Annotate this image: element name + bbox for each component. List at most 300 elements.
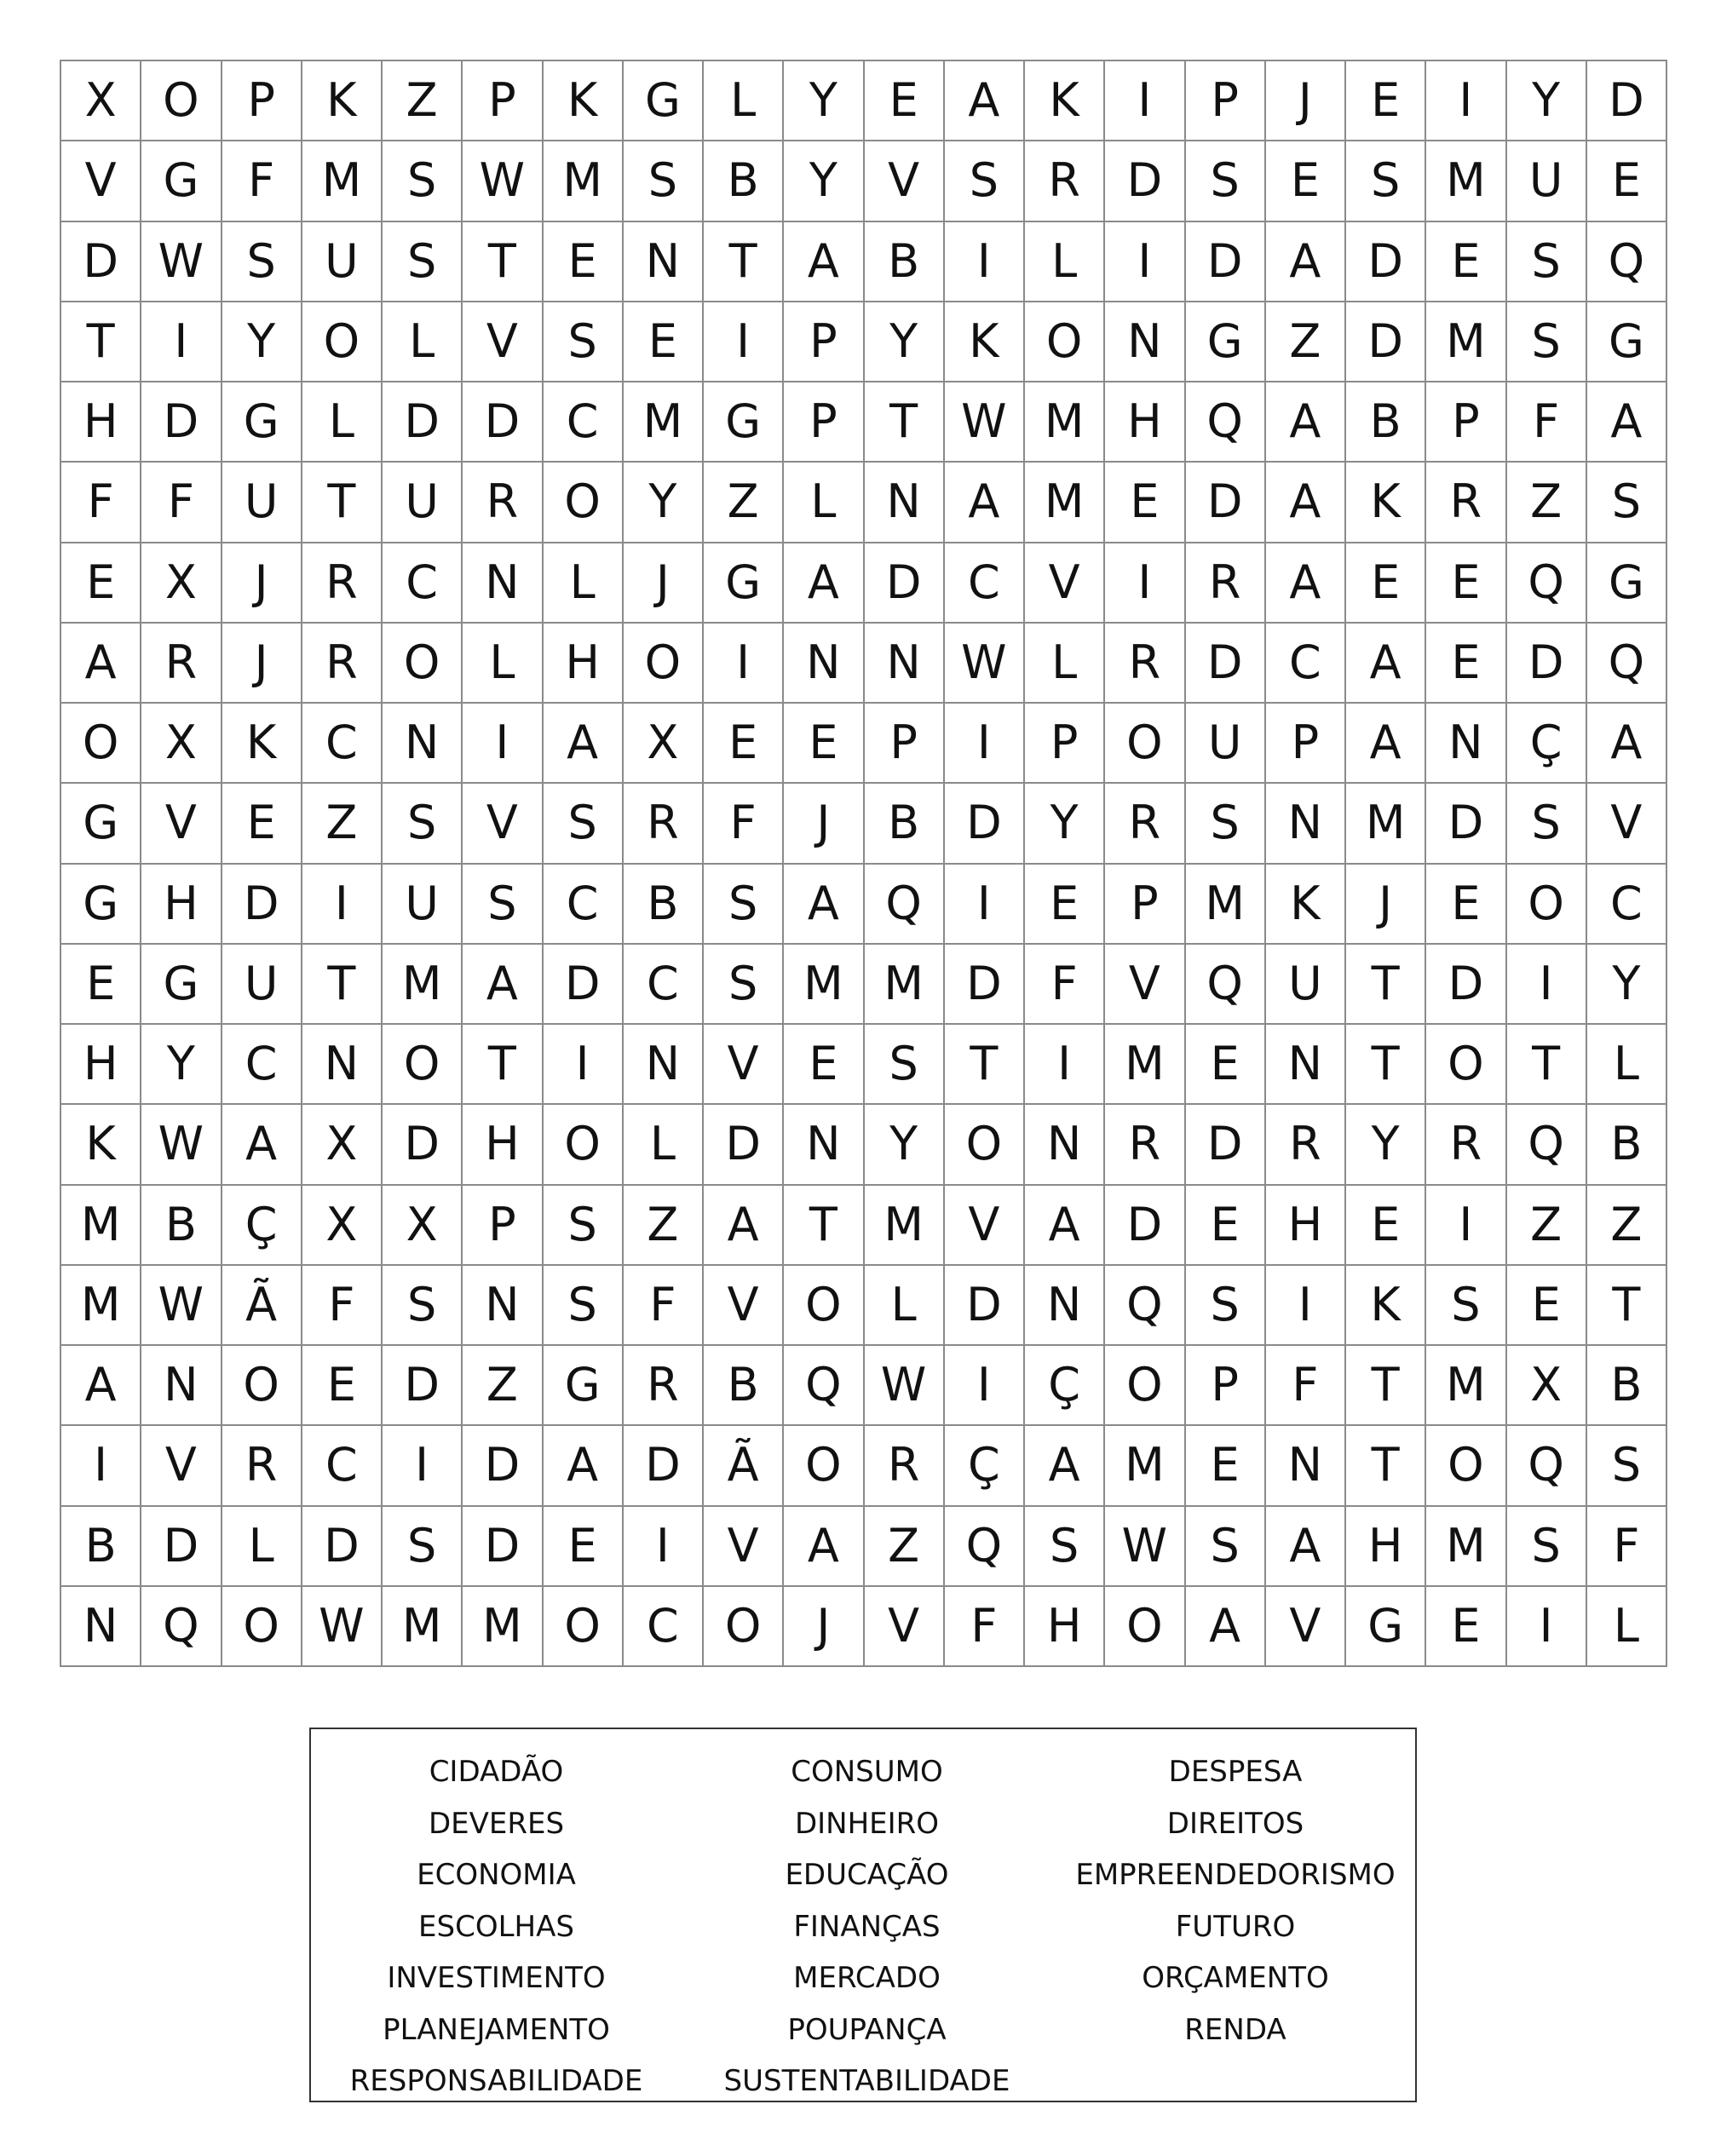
grid-cell[interactable]: O	[784, 1426, 864, 1506]
grid-cell[interactable]: E	[544, 1507, 624, 1587]
grid-cell[interactable]: D	[1507, 624, 1587, 704]
grid-cell[interactable]: M	[1346, 784, 1426, 864]
grid-cell[interactable]: E	[1186, 1025, 1266, 1105]
grid-cell[interactable]: E	[1266, 141, 1346, 221]
grid-cell[interactable]: V	[1266, 1587, 1346, 1667]
grid-cell[interactable]: S	[222, 222, 302, 302]
grid-cell[interactable]: Q	[141, 1587, 222, 1667]
grid-cell[interactable]: B	[865, 222, 945, 302]
grid-cell[interactable]: D	[141, 1507, 222, 1587]
grid-cell[interactable]: R	[222, 1426, 302, 1506]
grid-cell[interactable]: N	[1025, 1266, 1105, 1346]
grid-cell[interactable]: D	[222, 865, 302, 945]
grid-cell[interactable]: O	[383, 624, 463, 704]
grid-cell[interactable]: T	[945, 1025, 1025, 1105]
grid-cell[interactable]: T	[463, 1025, 543, 1105]
grid-cell[interactable]: F	[1507, 382, 1587, 463]
grid-cell[interactable]: E	[624, 302, 704, 382]
grid-cell[interactable]: D	[1105, 1186, 1185, 1266]
grid-cell[interactable]: E	[302, 1346, 383, 1426]
grid-cell[interactable]: T	[1346, 945, 1426, 1025]
grid-cell[interactable]: F	[302, 1266, 383, 1346]
grid-cell[interactable]: V	[945, 1186, 1025, 1266]
grid-cell[interactable]: R	[1025, 141, 1105, 221]
grid-cell[interactable]: H	[1025, 1587, 1105, 1667]
grid-cell[interactable]: C	[1587, 865, 1667, 945]
grid-cell[interactable]: W	[945, 382, 1025, 463]
grid-cell[interactable]: R	[1105, 624, 1185, 704]
grid-cell[interactable]: E	[1105, 463, 1185, 543]
grid-cell[interactable]: J	[784, 784, 864, 864]
grid-cell[interactable]: M	[302, 141, 383, 221]
grid-cell[interactable]: A	[1346, 704, 1426, 784]
grid-cell[interactable]: A	[222, 1105, 302, 1185]
grid-cell[interactable]: V	[463, 784, 543, 864]
grid-cell[interactable]: K	[1025, 61, 1105, 141]
grid-cell[interactable]: O	[1025, 302, 1105, 382]
grid-cell[interactable]: G	[1346, 1587, 1426, 1667]
grid-cell[interactable]: U	[302, 222, 383, 302]
grid-cell[interactable]: K	[1346, 1266, 1426, 1346]
grid-cell[interactable]: W	[865, 1346, 945, 1426]
grid-cell[interactable]: E	[1426, 222, 1506, 302]
grid-cell[interactable]: L	[544, 543, 624, 624]
grid-cell[interactable]: M	[61, 1266, 141, 1346]
grid-cell[interactable]: X	[624, 704, 704, 784]
grid-cell[interactable]: V	[141, 1426, 222, 1506]
grid-cell[interactable]: Q	[1105, 1266, 1185, 1346]
grid-cell[interactable]: W	[1105, 1507, 1185, 1587]
grid-cell[interactable]: U	[383, 463, 463, 543]
grid-cell[interactable]: N	[784, 624, 864, 704]
grid-cell[interactable]: O	[624, 624, 704, 704]
grid-cell[interactable]: E	[1507, 1266, 1587, 1346]
grid-cell[interactable]: C	[624, 945, 704, 1025]
grid-cell[interactable]: W	[945, 624, 1025, 704]
grid-cell[interactable]: N	[463, 543, 543, 624]
grid-cell[interactable]: B	[141, 1186, 222, 1266]
grid-cell[interactable]: N	[383, 704, 463, 784]
grid-cell[interactable]: F	[1025, 945, 1105, 1025]
grid-cell[interactable]: S	[704, 945, 784, 1025]
grid-cell[interactable]: C	[302, 1426, 383, 1506]
grid-cell[interactable]: B	[704, 1346, 784, 1426]
grid-cell[interactable]: L	[1587, 1025, 1667, 1105]
grid-cell[interactable]: I	[463, 704, 543, 784]
grid-cell[interactable]: D	[383, 382, 463, 463]
grid-cell[interactable]: O	[544, 1587, 624, 1667]
grid-cell[interactable]: C	[544, 382, 624, 463]
grid-cell[interactable]: Z	[383, 61, 463, 141]
grid-cell[interactable]: M	[544, 141, 624, 221]
grid-cell[interactable]: Q	[1186, 945, 1266, 1025]
grid-cell[interactable]: D	[61, 222, 141, 302]
grid-cell[interactable]: J	[624, 543, 704, 624]
grid-cell[interactable]: O	[945, 1105, 1025, 1185]
grid-cell[interactable]: A	[945, 61, 1025, 141]
grid-cell[interactable]: F	[1587, 1507, 1667, 1587]
grid-cell[interactable]: S	[1025, 1507, 1105, 1587]
grid-cell[interactable]: P	[1186, 61, 1266, 141]
grid-cell[interactable]: A	[1025, 1186, 1105, 1266]
grid-cell[interactable]: T	[61, 302, 141, 382]
grid-cell[interactable]: Y	[865, 1105, 945, 1185]
grid-cell[interactable]: R	[302, 543, 383, 624]
grid-cell[interactable]: O	[302, 302, 383, 382]
grid-cell[interactable]: A	[1186, 1587, 1266, 1667]
grid-cell[interactable]: I	[1105, 61, 1185, 141]
grid-cell[interactable]: B	[1346, 382, 1426, 463]
grid-cell[interactable]: P	[1426, 382, 1506, 463]
grid-cell[interactable]: M	[1186, 865, 1266, 945]
grid-cell[interactable]: S	[1186, 1266, 1266, 1346]
grid-cell[interactable]: D	[463, 1507, 543, 1587]
grid-cell[interactable]: S	[1587, 463, 1667, 543]
grid-cell[interactable]: L	[302, 382, 383, 463]
grid-cell[interactable]: I	[141, 302, 222, 382]
grid-cell[interactable]: V	[865, 141, 945, 221]
grid-cell[interactable]: V	[704, 1266, 784, 1346]
grid-cell[interactable]: M	[1426, 1507, 1506, 1587]
grid-cell[interactable]: D	[383, 1346, 463, 1426]
grid-cell[interactable]: N	[1266, 1025, 1346, 1105]
grid-cell[interactable]: X	[302, 1186, 383, 1266]
grid-cell[interactable]: C	[544, 865, 624, 945]
grid-cell[interactable]: G	[141, 141, 222, 221]
grid-cell[interactable]: N	[624, 1025, 704, 1105]
grid-cell[interactable]: B	[1587, 1346, 1667, 1426]
grid-cell[interactable]: Ã	[222, 1266, 302, 1346]
grid-cell[interactable]: S	[383, 222, 463, 302]
grid-cell[interactable]: E	[1426, 624, 1506, 704]
grid-cell[interactable]: Q	[784, 1346, 864, 1426]
grid-cell[interactable]: V	[865, 1587, 945, 1667]
grid-cell[interactable]: I	[1025, 1025, 1105, 1105]
grid-cell[interactable]: F	[222, 141, 302, 221]
grid-cell[interactable]: D	[463, 1426, 543, 1506]
grid-cell[interactable]: D	[704, 1105, 784, 1185]
grid-cell[interactable]: S	[544, 784, 624, 864]
grid-cell[interactable]: A	[704, 1186, 784, 1266]
grid-cell[interactable]: R	[1266, 1105, 1346, 1185]
grid-cell[interactable]: A	[1266, 222, 1346, 302]
grid-cell[interactable]: A	[784, 222, 864, 302]
grid-cell[interactable]: X	[1507, 1346, 1587, 1426]
grid-cell[interactable]: D	[1346, 302, 1426, 382]
grid-cell[interactable]: N	[1266, 784, 1346, 864]
grid-cell[interactable]: P	[1266, 704, 1346, 784]
grid-cell[interactable]: D	[463, 382, 543, 463]
grid-cell[interactable]: T	[1507, 1025, 1587, 1105]
grid-cell[interactable]: S	[1507, 302, 1587, 382]
grid-cell[interactable]: M	[1426, 302, 1506, 382]
grid-cell[interactable]: B	[61, 1507, 141, 1587]
grid-cell[interactable]: Q	[1587, 624, 1667, 704]
grid-cell[interactable]: A	[61, 1346, 141, 1426]
grid-cell[interactable]: G	[61, 784, 141, 864]
grid-cell[interactable]: L	[704, 61, 784, 141]
grid-cell[interactable]: T	[1346, 1346, 1426, 1426]
grid-cell[interactable]: L	[865, 1266, 945, 1346]
grid-cell[interactable]: D	[141, 382, 222, 463]
grid-cell[interactable]: P	[463, 1186, 543, 1266]
grid-cell[interactable]: G	[1186, 302, 1266, 382]
grid-cell[interactable]: Y	[784, 141, 864, 221]
grid-cell[interactable]: L	[784, 463, 864, 543]
grid-cell[interactable]: G	[222, 382, 302, 463]
grid-cell[interactable]: T	[1346, 1426, 1426, 1506]
grid-cell[interactable]: I	[945, 704, 1025, 784]
grid-cell[interactable]: Z	[624, 1186, 704, 1266]
grid-cell[interactable]: Z	[1507, 463, 1587, 543]
grid-cell[interactable]: G	[544, 1346, 624, 1426]
grid-cell[interactable]: M	[383, 945, 463, 1025]
grid-cell[interactable]: S	[1507, 1507, 1587, 1587]
grid-cell[interactable]: O	[1426, 1025, 1506, 1105]
grid-cell[interactable]: E	[1587, 141, 1667, 221]
grid-cell[interactable]: H	[61, 1025, 141, 1105]
grid-cell[interactable]: W	[463, 141, 543, 221]
grid-cell[interactable]: P	[1105, 865, 1185, 945]
grid-cell[interactable]: U	[1266, 945, 1346, 1025]
grid-cell[interactable]: F	[61, 463, 141, 543]
grid-cell[interactable]: E	[1346, 61, 1426, 141]
grid-cell[interactable]: L	[463, 624, 543, 704]
grid-cell[interactable]: K	[222, 704, 302, 784]
grid-cell[interactable]: M	[1426, 141, 1506, 221]
grid-cell[interactable]: O	[544, 1105, 624, 1185]
grid-cell[interactable]: U	[222, 945, 302, 1025]
grid-cell[interactable]: D	[1186, 222, 1266, 302]
grid-cell[interactable]: R	[302, 624, 383, 704]
grid-cell[interactable]: O	[1105, 1587, 1185, 1667]
grid-cell[interactable]: T	[302, 463, 383, 543]
grid-cell[interactable]: E	[1186, 1186, 1266, 1266]
grid-cell[interactable]: E	[1426, 543, 1506, 624]
grid-cell[interactable]: Y	[624, 463, 704, 543]
grid-cell[interactable]: Ã	[704, 1426, 784, 1506]
grid-cell[interactable]: R	[463, 463, 543, 543]
grid-cell[interactable]: E	[1426, 1587, 1506, 1667]
grid-cell[interactable]: D	[945, 1266, 1025, 1346]
grid-cell[interactable]: D	[544, 945, 624, 1025]
grid-cell[interactable]: Ç	[1025, 1346, 1105, 1426]
grid-cell[interactable]: C	[302, 704, 383, 784]
grid-cell[interactable]: K	[302, 61, 383, 141]
grid-cell[interactable]: S	[1186, 1507, 1266, 1587]
grid-cell[interactable]: Y	[1587, 945, 1667, 1025]
grid-cell[interactable]: O	[1105, 704, 1185, 784]
grid-cell[interactable]: N	[61, 1587, 141, 1667]
grid-cell[interactable]: Y	[141, 1025, 222, 1105]
grid-cell[interactable]: G	[61, 865, 141, 945]
grid-cell[interactable]: A	[1266, 543, 1346, 624]
grid-cell[interactable]: E	[1426, 865, 1506, 945]
grid-cell[interactable]: M	[1025, 382, 1105, 463]
grid-cell[interactable]: E	[222, 784, 302, 864]
grid-cell[interactable]: E	[61, 945, 141, 1025]
grid-cell[interactable]: N	[1025, 1105, 1105, 1185]
grid-cell[interactable]: Y	[1507, 61, 1587, 141]
grid-cell[interactable]: D	[1426, 945, 1506, 1025]
grid-cell[interactable]: G	[704, 543, 784, 624]
grid-cell[interactable]: F	[141, 463, 222, 543]
grid-cell[interactable]: Q	[1507, 1105, 1587, 1185]
grid-cell[interactable]: J	[222, 624, 302, 704]
grid-cell[interactable]: V	[61, 141, 141, 221]
grid-cell[interactable]: Q	[1186, 382, 1266, 463]
grid-cell[interactable]: J	[222, 543, 302, 624]
grid-cell[interactable]: R	[1426, 1105, 1506, 1185]
grid-cell[interactable]: S	[1507, 222, 1587, 302]
grid-cell[interactable]: E	[61, 543, 141, 624]
grid-cell[interactable]: N	[141, 1346, 222, 1426]
grid-cell[interactable]: K	[945, 302, 1025, 382]
grid-cell[interactable]: E	[784, 1025, 864, 1105]
grid-cell[interactable]: H	[544, 624, 624, 704]
grid-cell[interactable]: C	[624, 1587, 704, 1667]
grid-cell[interactable]: G	[1587, 302, 1667, 382]
grid-cell[interactable]: G	[704, 382, 784, 463]
grid-cell[interactable]: I	[544, 1025, 624, 1105]
grid-cell[interactable]: W	[141, 1266, 222, 1346]
grid-cell[interactable]: H	[61, 382, 141, 463]
grid-cell[interactable]: P	[463, 61, 543, 141]
grid-cell[interactable]: A	[1587, 382, 1667, 463]
grid-cell[interactable]: R	[1426, 463, 1506, 543]
grid-cell[interactable]: E	[704, 704, 784, 784]
grid-cell[interactable]: S	[1507, 784, 1587, 864]
grid-cell[interactable]: A	[1025, 1426, 1105, 1506]
grid-cell[interactable]: H	[1346, 1507, 1426, 1587]
grid-cell[interactable]: C	[222, 1025, 302, 1105]
grid-cell[interactable]: E	[1186, 1426, 1266, 1506]
grid-cell[interactable]: Z	[1507, 1186, 1587, 1266]
grid-cell[interactable]: M	[61, 1186, 141, 1266]
grid-cell[interactable]: U	[383, 865, 463, 945]
grid-cell[interactable]: T	[463, 222, 543, 302]
grid-cell[interactable]: A	[1587, 704, 1667, 784]
grid-cell[interactable]: Ç	[222, 1186, 302, 1266]
grid-cell[interactable]: H	[463, 1105, 543, 1185]
grid-cell[interactable]: M	[865, 1186, 945, 1266]
grid-cell[interactable]: R	[865, 1426, 945, 1506]
grid-cell[interactable]: V	[1105, 945, 1185, 1025]
grid-cell[interactable]: D	[1587, 61, 1667, 141]
grid-cell[interactable]: S	[1186, 784, 1266, 864]
grid-cell[interactable]: H	[1266, 1186, 1346, 1266]
grid-cell[interactable]: E	[865, 61, 945, 141]
grid-cell[interactable]: A	[544, 704, 624, 784]
grid-cell[interactable]: I	[1507, 945, 1587, 1025]
grid-cell[interactable]: P	[1186, 1346, 1266, 1426]
grid-cell[interactable]: N	[1426, 704, 1506, 784]
grid-cell[interactable]: N	[1105, 302, 1185, 382]
grid-cell[interactable]: B	[865, 784, 945, 864]
grid-cell[interactable]: I	[945, 1346, 1025, 1426]
grid-cell[interactable]: Y	[865, 302, 945, 382]
grid-cell[interactable]: V	[463, 302, 543, 382]
grid-cell[interactable]: S	[383, 784, 463, 864]
grid-cell[interactable]: K	[544, 61, 624, 141]
grid-cell[interactable]: O	[222, 1346, 302, 1426]
grid-cell[interactable]: Q	[865, 865, 945, 945]
grid-cell[interactable]: R	[1186, 543, 1266, 624]
grid-cell[interactable]: Q	[945, 1507, 1025, 1587]
grid-cell[interactable]: L	[383, 302, 463, 382]
grid-cell[interactable]: U	[222, 463, 302, 543]
grid-cell[interactable]: A	[1266, 1507, 1346, 1587]
grid-cell[interactable]: S	[1426, 1266, 1506, 1346]
grid-cell[interactable]: I	[945, 865, 1025, 945]
grid-cell[interactable]: N	[865, 463, 945, 543]
grid-cell[interactable]: S	[463, 865, 543, 945]
grid-cell[interactable]: I	[624, 1507, 704, 1587]
grid-cell[interactable]: I	[1507, 1587, 1587, 1667]
grid-cell[interactable]: H	[141, 865, 222, 945]
grid-cell[interactable]: N	[463, 1266, 543, 1346]
grid-cell[interactable]: E	[1346, 543, 1426, 624]
grid-cell[interactable]: X	[141, 543, 222, 624]
grid-cell[interactable]: C	[383, 543, 463, 624]
grid-cell[interactable]: D	[865, 543, 945, 624]
grid-cell[interactable]: A	[1266, 463, 1346, 543]
grid-cell[interactable]: O	[141, 61, 222, 141]
grid-cell[interactable]: I	[1426, 61, 1506, 141]
grid-cell[interactable]: D	[1186, 1105, 1266, 1185]
grid-cell[interactable]: T	[784, 1186, 864, 1266]
grid-cell[interactable]: Ç	[1507, 704, 1587, 784]
grid-cell[interactable]: V	[1587, 784, 1667, 864]
grid-cell[interactable]: A	[544, 1426, 624, 1506]
grid-cell[interactable]: E	[784, 704, 864, 784]
grid-cell[interactable]: N	[865, 624, 945, 704]
grid-cell[interactable]: E	[1025, 865, 1105, 945]
grid-cell[interactable]: D	[1186, 463, 1266, 543]
grid-cell[interactable]: S	[704, 865, 784, 945]
grid-cell[interactable]: O	[1507, 865, 1587, 945]
grid-cell[interactable]: O	[1105, 1346, 1185, 1426]
grid-cell[interactable]: G	[624, 61, 704, 141]
grid-cell[interactable]: G	[1587, 543, 1667, 624]
grid-cell[interactable]: P	[784, 382, 864, 463]
grid-cell[interactable]: L	[1025, 222, 1105, 302]
grid-cell[interactable]: T	[302, 945, 383, 1025]
grid-cell[interactable]: I	[945, 222, 1025, 302]
grid-cell[interactable]: M	[1426, 1346, 1506, 1426]
grid-cell[interactable]: D	[624, 1426, 704, 1506]
grid-cell[interactable]: O	[61, 704, 141, 784]
grid-cell[interactable]: A	[945, 463, 1025, 543]
grid-cell[interactable]: T	[1346, 1025, 1426, 1105]
grid-cell[interactable]: O	[784, 1266, 864, 1346]
grid-cell[interactable]: S	[383, 1507, 463, 1587]
grid-cell[interactable]: A	[463, 945, 543, 1025]
grid-cell[interactable]: A	[61, 624, 141, 704]
grid-cell[interactable]: Z	[865, 1507, 945, 1587]
grid-cell[interactable]: I	[61, 1426, 141, 1506]
grid-cell[interactable]: I	[704, 302, 784, 382]
grid-cell[interactable]: D	[1105, 141, 1185, 221]
grid-cell[interactable]: T	[704, 222, 784, 302]
grid-cell[interactable]: R	[624, 1346, 704, 1426]
grid-cell[interactable]: M	[624, 382, 704, 463]
grid-cell[interactable]: K	[1266, 865, 1346, 945]
grid-cell[interactable]: S	[1587, 1426, 1667, 1506]
grid-cell[interactable]: D	[383, 1105, 463, 1185]
grid-cell[interactable]: D	[1186, 624, 1266, 704]
grid-cell[interactable]: I	[383, 1426, 463, 1506]
